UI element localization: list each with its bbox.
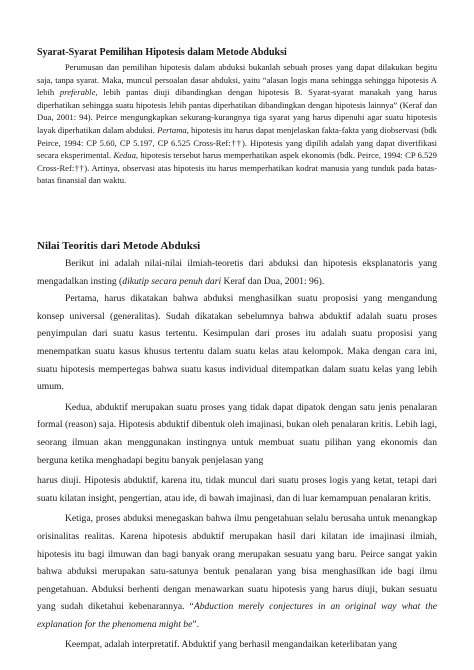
section-requirements	[37, 46, 437, 187]
paragraph-third: Ketiga, proses abduksi menegaskan bahwa ilmu pengetahuan selalu berusaha untuk menangkap orisinalitas realitas. Karena hipotesis abduktif merupakan hasil dari kilatan ide imajinasi ilmiah, hipotesis itu bagi ilmuwan dan bagi banyak orang merupakan sesuatu yang baru. Peirce sangat yakin bahwa abduksi merupakan satu-satunya bentuk penalaran yang bisa menghasilkan ide bagi ilmu pengetahuan. Abduksi berhenti dengan menawarkan suatu hipotesis yang harus diuji, bukan sesuatu yang sudah diketahui kebenarannya. “Abduction merely conjectures in an original way what the explanation for the phenomena might be”.	[37, 513, 438, 630]
paragraph-intro: Berikut ini adalah nilai-nilai ilmiah-teoretis dari abduksi dan hipotesis eksplanatoris yang mengadalkan insting (dikutip secara penuh dari Keraf dan Dua, 2001: 96).	[37, 258, 437, 287]
paragraph-fourth: Keempat, adalah interpretatif. Abduktif yang berhasil mengandaikan keterlibatan yang	[65, 639, 397, 651]
section-heading-requirements: Syarat-Syarat Pemilihan Hipotesis dalam Metode Abduksi	[37, 47, 287, 58]
paragraph-first: Pertama, harus dikatakan bahwa abduksi menghasilkan suatu proposisi yang mengandung konsep universal (generalitas). Sudah dikatakan sebelumnya bahwa abduktif adalah suatu proses penyimpulan dari suatu kasus tertentu. Kesimpulan dari proses itu adalah suatu proposisi yang menempatkan suatu kasus khusus tertentu dalam suatu kelas atau kelompok. Maka dengan cara ini, suatu hipotesis mempertegas bahwa suatu kasus individual ditempatkan dalam suatu kelas yang lebih umum.	[37, 293, 437, 393]
paragraph-requirements: Perumusan dan pemilihan hipotesis dalam abduksi bukanlah sebuah proses yang dapat dilakukan begitu saja, tanpa syarat. Maka, muncul persoalan dasar abduksi, yaitu “alasan logis mana sehingga sehingga hipotesis A lebih preferable, lebih pantas diuji dibandingkan dengan hipotesis B. Syarat-syarat manakah yang harus diperhatikan sehingga suatu hipotesis lebih pantas diperhatikan dibandingkan dengan hipotesis lainnya” (Keraf dan Dua, 2001: 94). Peirce mengungkapkan sekurang-kurangnya tiga syarat yang harus dipenuhi agar suatu hipotesis layak diperhatikan dalam abduksi. Pertama, hipotesis itu harus dapat menjelaskan fakta-fakta yang diobservasi (bdk Peirce, 1994: CP 5.60, CP 5.197, CP 6.525 Cross-Ref:††). Hipotesis yang dipilih adalah yang dapat diverifikasi secara eksperimental. Kedua, hipotesis tersebut harus memperhatikan aspek ekonomis (bdk. Peirce, 1994: CP 6.529 Cross-Ref:††). Artinya, observasi atas hipotesis itu harus memperhatikan kodrat manusia yang tunduk pada batas-batas finansial dan waktu.	[37, 62, 437, 186]
section-heading-theoretical-value: Nilai Teoritis dari Metode Abduksi	[37, 240, 201, 252]
paragraph-second-continued: harus diuji. Hipotesis abduktif, karena itu, tidak muncul dari suatu proses logis yang ketat, tetapi dari suatu kilatan insight, pengertian, atau ide, di bawah imajinasi, dan di luar kemampuan penalaran kritis.	[37, 475, 437, 504]
paragraph-second: Kedua, abduktif merupakan suatu proses yang tidak dapat dipatok dengan satu jenis penalaran formal (reason) saja. Hipotesis abduktif dibentuk oleh imajinasi, bukan oleh penalaran kritis. Lebih lagi, seorang ilmuan akan menggunakan instingnya untuk membuat suatu pilihan yang ekonomis dan berguna ketika menghadapi begitu banyak penjelasan yang	[37, 401, 437, 466]
section-theoretical-value	[37, 239, 437, 654]
